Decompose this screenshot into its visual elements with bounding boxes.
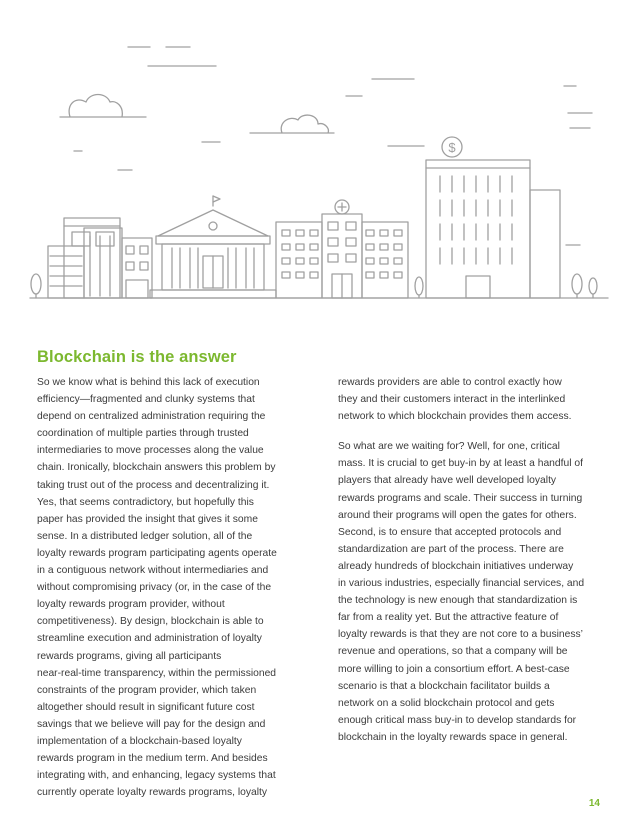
right-column bbox=[338, 374, 600, 759]
building-classical bbox=[150, 196, 276, 298]
section-heading: Blockchain is the answer bbox=[37, 348, 237, 366]
body-paragraph: rewards providers are able to control exactly how they and their customers interact in the interlinked network to which blockchain provides them access. bbox=[338, 377, 572, 423]
page-number: 14 bbox=[588, 798, 600, 809]
building-tower bbox=[426, 137, 560, 298]
cloud-middle bbox=[250, 115, 334, 133]
building-hospital bbox=[276, 200, 408, 298]
tower-windows bbox=[440, 176, 512, 264]
body-paragraph: So we know what is behind this lack of execution efficiency—fragmented and clunky systems that depend on centralized administration requiring the coordination of multiple parties through trusted intermediaries to move processes along the value chain. Ironically, blockchain answers this problem by taking trust out of the process and decentralizing it. Yes, that seems contradictory, but hopefully this paper has provided the insight that gives it some sense. In a distributed ledger solution, all of the loyalty rewards program participating agents operate in a contiguous network without intermediaries and without compromising privacy (or, in the case of the loyalty rewards program provider, without competitiveness). By design, blockchain is able to streamline execution and administration of loyalty rewards programs, giving all participants near-real-time transparency, within the permissioned constraints of the program provider, which taken altogether should result in significant future cost savings that we believe will pay for the design and implementation of a blockchain-based loyalty rewards program in the medium term. And besides integrating with, and enhancing, legacy systems that currently operate loyalty rewards programs, loyalty bbox=[37, 377, 277, 799]
left-column bbox=[37, 374, 299, 814]
building-left bbox=[48, 218, 152, 298]
hospital-windows bbox=[282, 222, 402, 278]
body-paragraph: So what are we waiting for? Well, for one, critical mass. It is crucial to get buy-in by at least a handful of players that already have well developed loyalty rewards programs and scale. Their success in turning around their programs will open the gates for others. Second, is to ensure that accepted protocols and standardization are part of the process. There are already hundreds of blockchain initiatives underway in various industries, especially financial services, and the technology is new enough that standardization is far from a reality yet. But the attractive feature of loyalty rewards is that they are not core to a business’ revenue and operations, so that a company will be more willing to join a consortium effort. A best-case scenario is that a blockchain facilitator builds a network on a solid blockchain protocol and gets enough critical mass buy-in to develop standards for blockchain in the loyalty rewards space in general. bbox=[338, 441, 585, 743]
cloud-left bbox=[60, 95, 146, 118]
city-skyline-illustration bbox=[0, 0, 638, 310]
currency-icon: $ bbox=[448, 140, 456, 155]
sky-dashes bbox=[74, 47, 592, 245]
